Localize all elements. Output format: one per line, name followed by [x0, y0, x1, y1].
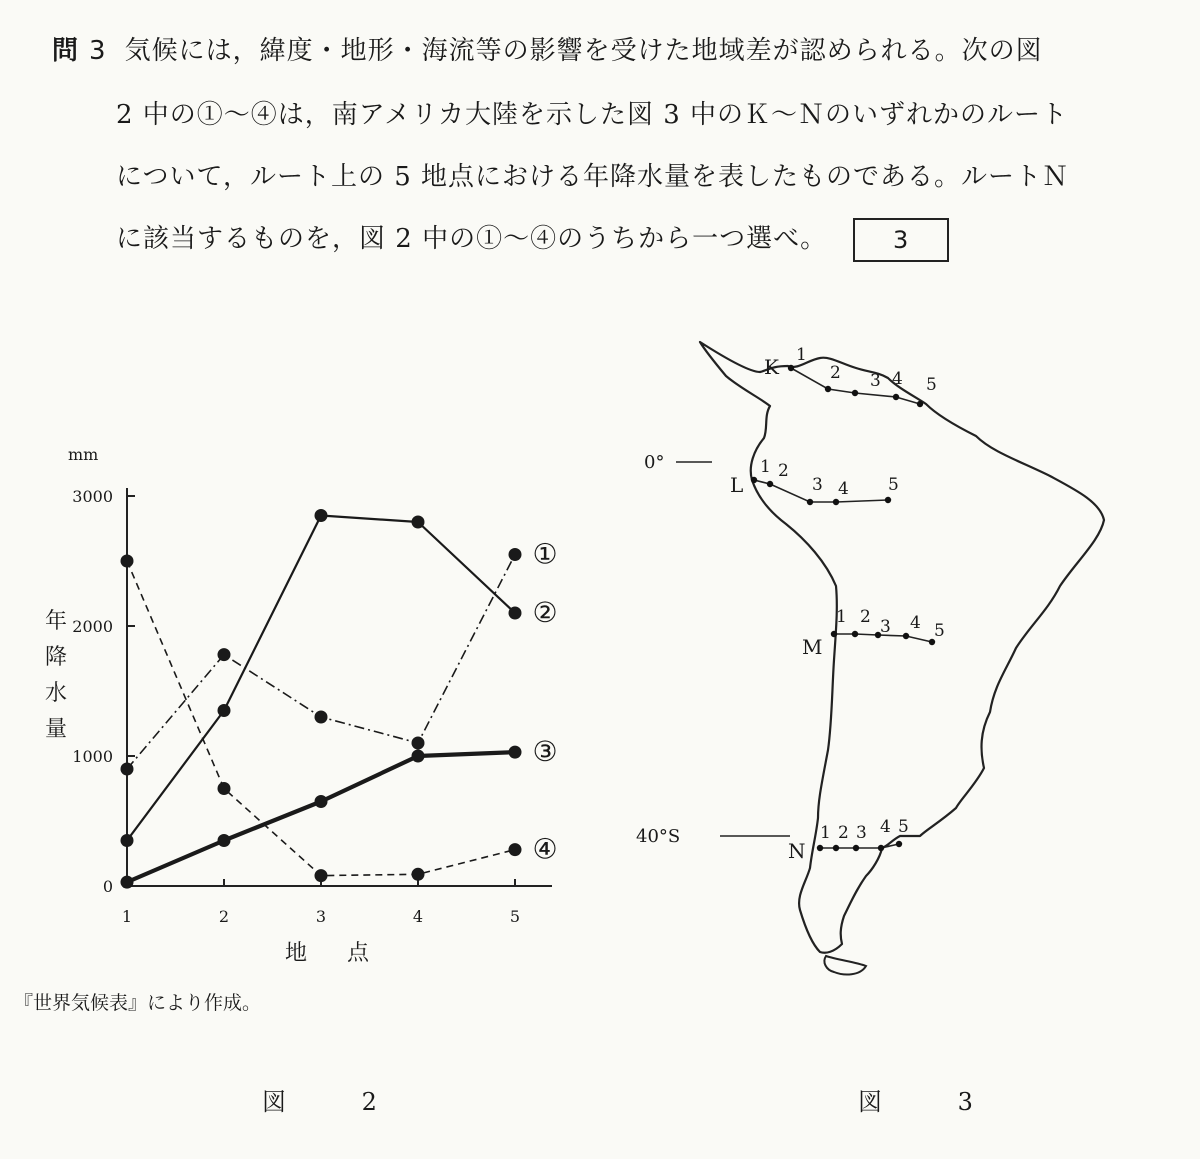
route-point-number: 1 — [820, 823, 831, 843]
route-point-number: 2 — [830, 363, 841, 383]
route-point-number: 4 — [910, 613, 921, 633]
data-point — [121, 876, 134, 889]
question-label: 問 — [52, 36, 80, 66]
figure-2-caption: 図 2 — [262, 1088, 411, 1116]
route-point-number: 2 — [778, 461, 789, 481]
data-point — [509, 843, 522, 856]
route-point-number: 2 — [838, 823, 849, 843]
route-point-number: 4 — [880, 817, 891, 837]
chart-source-note: 『世界気候表』により作成。 — [14, 992, 262, 1014]
y-axis-label-char: 水 — [44, 681, 68, 706]
route-point-number: 1 — [836, 607, 847, 627]
route-point — [878, 845, 884, 851]
route-point — [833, 845, 839, 851]
y-tick-label: 0 — [102, 877, 113, 896]
route-point — [903, 633, 909, 639]
question-line-4 — [116, 218, 949, 262]
figure-3-map — [630, 330, 1190, 1010]
route-point — [852, 631, 858, 637]
figure-2-chart — [0, 430, 600, 990]
route-point-number: 3 — [880, 617, 891, 637]
data-point — [412, 516, 425, 529]
data-point — [315, 795, 328, 808]
route-point-number: 4 — [892, 369, 903, 389]
data-point — [509, 548, 522, 561]
route-point — [788, 365, 794, 371]
series — [121, 538, 558, 776]
x-tick-label: 2 — [218, 907, 230, 926]
route-label: K — [764, 355, 779, 379]
data-point — [218, 782, 231, 795]
data-point — [509, 607, 522, 620]
route-point-number: 2 — [860, 607, 871, 627]
y-axis-label-char: 量 — [44, 717, 68, 742]
data-point — [121, 555, 134, 568]
route — [764, 345, 937, 407]
question-number: 3 — [89, 36, 107, 66]
y-axis-unit: mm — [68, 445, 99, 464]
answer-box[interactable]: 3 — [853, 218, 949, 262]
route-point-number: 5 — [934, 621, 945, 641]
data-point — [121, 763, 134, 776]
data-point — [412, 868, 425, 881]
x-axis-label-char: 点 — [346, 941, 370, 966]
route-point-number: 3 — [870, 371, 881, 391]
route — [788, 817, 909, 863]
figure-3-caption: 図 3 — [858, 1088, 1007, 1116]
latitude-markers — [636, 452, 790, 847]
chart-axes — [72, 487, 552, 926]
series-legend-label: ① — [532, 537, 558, 571]
data-point — [218, 834, 231, 847]
question-line-3: について，ルート上の 5 地点における年降水量を表したものである。ルートＮ — [116, 162, 1070, 192]
question-line-2: 2 中の①～④は，南アメリカ大陸を示した図 3 中のＫ～Ｎのいずれかのルート — [116, 100, 1069, 130]
route — [730, 457, 899, 505]
tierra-del-fuego — [824, 956, 866, 974]
series — [121, 555, 558, 883]
data-point — [315, 711, 328, 724]
x-tick-label: 5 — [509, 907, 521, 926]
series — [121, 509, 558, 847]
data-point — [412, 750, 425, 763]
question-line-1-text: 気候には，緯度・地形・海流等の影響を受けた地域差が認められる。次の図 — [124, 36, 1043, 66]
route-point — [825, 386, 831, 392]
route-point-number: 1 — [760, 457, 771, 477]
series-legend-label: ③ — [532, 735, 558, 769]
series-line — [127, 555, 515, 770]
route-point-number: 5 — [888, 475, 899, 495]
y-tick-label: 3000 — [72, 487, 113, 506]
route-point — [893, 394, 899, 400]
y-axis-label — [45, 609, 67, 742]
route-point — [852, 390, 858, 396]
data-point — [121, 834, 134, 847]
route-label: N — [788, 839, 806, 863]
series — [121, 735, 558, 889]
question-line-1 — [52, 38, 1043, 64]
route-point-number: 1 — [796, 345, 807, 365]
route-point-number: 3 — [812, 475, 823, 495]
data-point — [315, 869, 328, 882]
series-legend-label: ④ — [532, 832, 558, 866]
series-layer — [121, 509, 558, 889]
route — [802, 607, 945, 659]
x-tick-label: 1 — [121, 907, 133, 926]
x-tick-label: 4 — [412, 907, 424, 926]
equator-label: 0° — [644, 452, 665, 473]
lat-40s-label: 40°S — [636, 826, 681, 847]
data-point — [509, 746, 522, 759]
route-point-number: 4 — [838, 479, 849, 499]
route-point-number: 5 — [898, 817, 909, 837]
route-point — [831, 631, 837, 637]
data-point — [218, 648, 231, 661]
route-point — [833, 499, 839, 505]
route-point — [767, 481, 773, 487]
route-point-number: 3 — [856, 823, 867, 843]
series-legend-label: ② — [532, 596, 558, 629]
data-point — [412, 737, 425, 750]
x-axis-label-char: 地 — [284, 941, 308, 966]
route-point — [885, 497, 891, 503]
route-point-number: 5 — [926, 375, 937, 395]
y-tick-label: 2000 — [72, 617, 113, 636]
y-axis-label-char: 降 — [44, 645, 68, 670]
route-point — [807, 499, 813, 505]
route-label: M — [802, 635, 823, 659]
y-tick-label: 1000 — [72, 747, 113, 766]
route-point — [817, 845, 823, 851]
data-point — [218, 704, 231, 717]
x-axis-label — [285, 941, 370, 966]
route-point — [751, 477, 757, 483]
south-america-outline — [700, 342, 1104, 953]
y-axis-label-char: 年 — [44, 609, 68, 634]
data-point — [315, 509, 328, 522]
x-tick-label: 3 — [315, 907, 327, 926]
series-line — [127, 752, 515, 882]
question-line-4-text: に該当するものを，図 2 中の①～④のうちから一つ選べ。 — [116, 224, 828, 254]
route-point — [917, 401, 923, 407]
route-point — [896, 841, 902, 847]
series-line — [127, 516, 515, 841]
route-label: L — [730, 473, 744, 497]
route-point — [853, 845, 859, 851]
